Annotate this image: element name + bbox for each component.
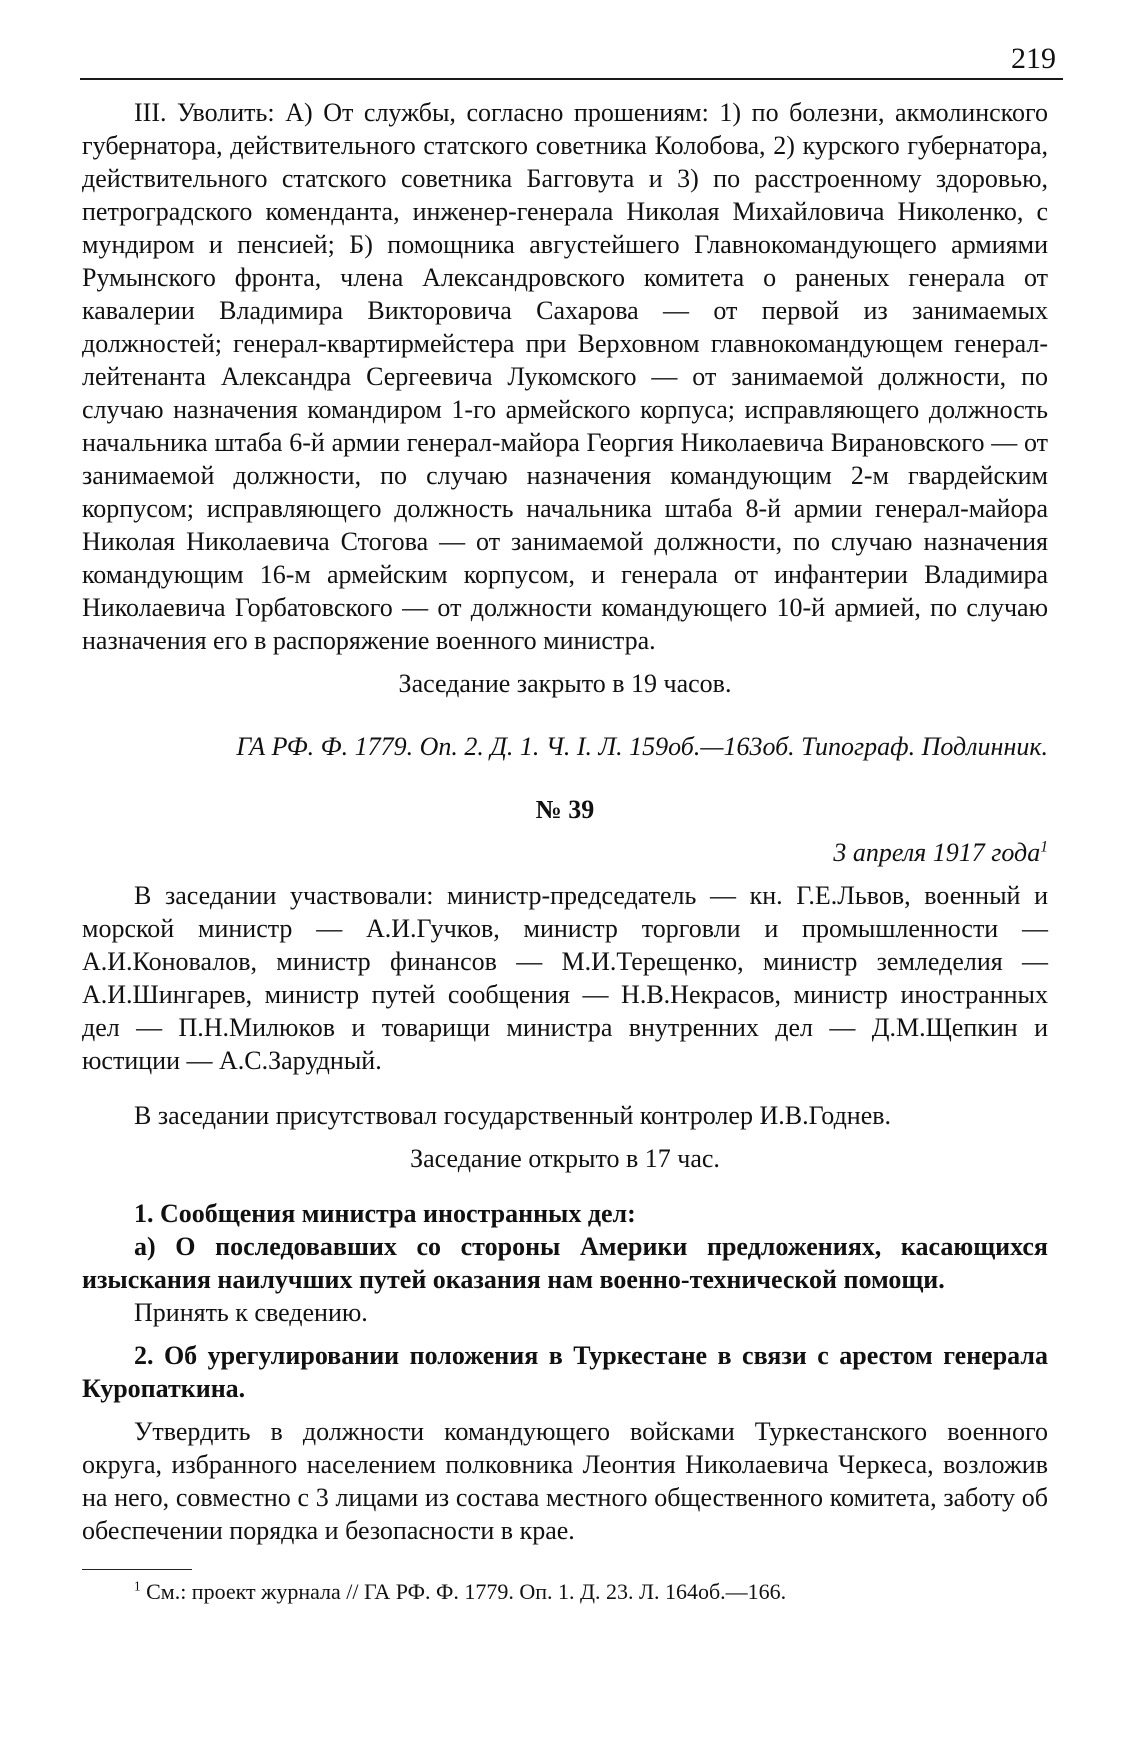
footnote (82, 1578, 1048, 1606)
section-2-text: Утвердить в должности командующего войсками Туркестанского военного округа, избранного населением полковника Леонтия Николаевича Черкеса, возложив на него, совместно с 3 лицами из состава местного общественного комитета, заботу об обеспечении порядка и безопасности в крае. (82, 1417, 1048, 1545)
session-opened: Заседание открыто в 17 час. (410, 1144, 720, 1173)
page-number: 219 (1011, 42, 1056, 75)
section-1-decision: Принять к сведению. (134, 1298, 368, 1327)
present: В заседании присутствовал государственный контролер И.В.Годнев. (134, 1101, 892, 1130)
section-2-title: 2. Об урегулировании положения в Туркестане в связи с арестом генерала Куропаткина. (82, 1341, 1048, 1403)
footnote-mark: 1 (134, 1578, 141, 1594)
footnote-text: См.: проект журнала // ГА РФ. Ф. 1779. Оп. 1. Д. 23. Л. 164об.—166. (140, 1579, 787, 1604)
archive-source: ГА РФ. Ф. 1779. Оп. 2. Д. 1. Ч. I. Л. 159об.—163об. Типограф. Подлинник. (236, 732, 1048, 761)
header-rule (80, 78, 1063, 80)
document-date (82, 836, 1048, 869)
section-1a-title: а) О последовавших со стороны Америки предложениях, касающихся изыскания наилучших путей оказания нам военно-технической помощи. (82, 1232, 1048, 1294)
page-content (82, 96, 1048, 1606)
section-1-title: 1. Сообщения министра иностранных дел: (134, 1199, 636, 1228)
participants: В заседании участвовали: министр-председатель — кн. Г.Е.Львов, военный и морской министр — А.И.Гучков, министр торговли и промышленности — А.И.Коновалов, министр финансов — М.И.Терещенко, министр земледелия — А.И.Шингарев, министр путей сообщения — Н.В.Некрасов, министр иностранных дел — П.Н.Милюков и товарищи министра внутренних дел — Д.М.Щепкин и юстиции — А.С.Зарудный. (82, 881, 1048, 1075)
document-number: № 39 (535, 795, 595, 824)
session-closed: Заседание закрыто в 19 часов. (398, 669, 732, 698)
document-date-text: 3 апреля 1917 года (833, 838, 1041, 867)
footnote-ref: 1 (1040, 838, 1048, 856)
decree-item-3: III. Уволить: А) От службы, согласно прошениям: 1) по болезни, акмолинского губернатора, действительного статского советника Колобова, 2) курского губернатора, действительного статского советника Багговута и 3) по расстроенному здоровью, петроградского коменданта, инженер-генерала Николая Михайловича Николенко, с мундиром и пенсией; Б) помощника августейшего Главнокомандующего армиями Румынского фронта, члена Александровского комитета о раненых генерала от кавалерии Владимира Викторовича Сахарова — от первой из занимаемых должностей; генерал-квартирмейстера при Верховном главнокомандующем генерал-лейтенанта Александра Сергеевича Лукомского — от занимаемой должности, по случаю назначения командиром 1-го армейского корпуса; исправляющего должность начальника штаба 6-й армии генерал-майора Георгия Николаевича Вирановского — от занимаемой должности, по случаю назначения командующим 2-м гвардейским корпусом; исправляющего должность начальника штаба 8-й армии генерал-майора Николая Николаевича Стогова — от занимаемой должности, по случаю назначения командующим 16-м армейским корпусом, и генерала от инфантерии Владимира Николаевича Горбатовского — от должности командующего 10-й армией, по случаю назначения его в распоряжение военного министра. (82, 98, 1048, 655)
footnote-rule (82, 1569, 192, 1570)
